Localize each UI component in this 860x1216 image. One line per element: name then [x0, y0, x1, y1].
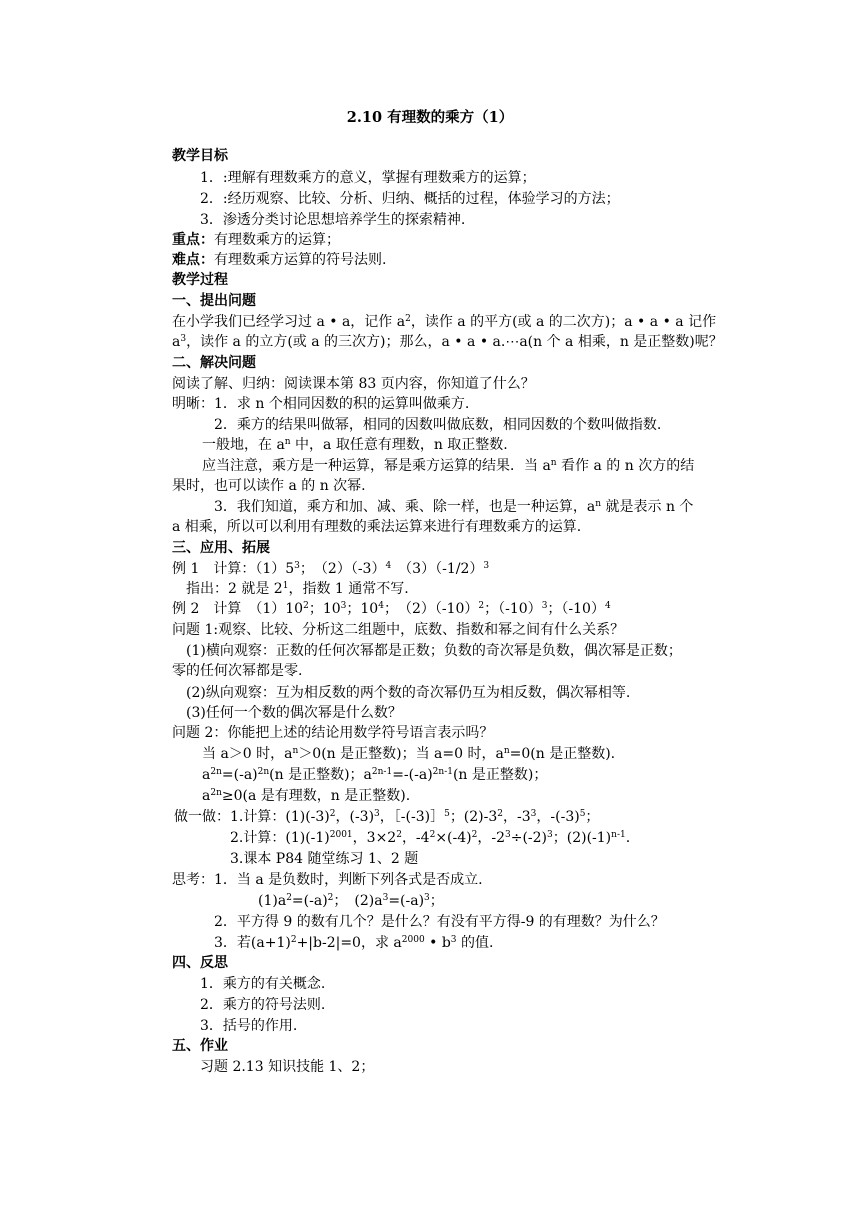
- text-line: 明晰：1．求 n 个相同因数的积的运算叫做乘方.: [172, 396, 470, 412]
- section-heading: 教学过程: [172, 272, 228, 288]
- text-line: 3.课本 P84 随堂练习 1、2 题: [230, 851, 419, 867]
- line-text: 有理数乘方运算的符号法则.: [214, 252, 387, 268]
- text-line: 1．乘方的有关概念.: [200, 976, 326, 992]
- text-line: 例 1 计算：$(1)5^3$； $(2)(-3)^4$ $(3)(-1/2)^3$: [172, 561, 490, 577]
- text-line: 2．:经历观察、比较、分析、归纳、概括的过程，体验学习的方法；: [200, 191, 620, 207]
- text-line: 3．渗透分类讨论思想培养学生的探索精神.: [200, 212, 466, 228]
- section-heading: 三、应用、拓展: [172, 540, 270, 556]
- text-line: 在小学我们已经学习过 a • a，记作 $a^2$，读作 a 的平方(或 a 的二次方)；a • a • a 记作: [172, 314, 717, 330]
- text-line: 习题 2.13 知识技能 1、2；: [200, 1059, 375, 1075]
- text-line: 1．:理解有理数乘方的意义，掌握有理数乘方的运算；: [200, 170, 536, 186]
- line-text: 有理数乘方的运算；: [214, 232, 340, 248]
- text-line: (3)任何一个数的偶次幂是什么数？: [186, 705, 402, 721]
- text-line: $a^{2n}\ge 0(a$ 是有理数，n 是正整数).: [202, 788, 411, 804]
- text-line: 做一做：1.计算：$(1)(-3)^2$，$(-3)^3$，［-(-3)］$^5$；$(2)-3^2$，$-3^3$，$-(-3)^5$；: [174, 809, 600, 825]
- text-line: 3．我们知道，乘方和加、减、乘、除一样，也是一种运算，$a^n$ 就是表示 n 个: [214, 499, 694, 515]
- text-line: 阅读了解、归纳：阅读课本第 83 页内容，你知道了什么？: [172, 376, 535, 392]
- line-label: 重点：: [172, 232, 214, 248]
- section-heading: 四、反思: [172, 955, 228, 971]
- text-line: 3．若$(a+1)^2+|b-2|=0$，求 $a^{2000}$ • $b^3$ 的值.: [214, 935, 494, 951]
- document-title: 2.10 有理数的乘方（1）: [346, 109, 514, 126]
- text-line: 2.计算：$(1)(-1)^{2001}$，$3\times 2^2$，$-4^2\times(-4)^2$，$-2^3\div(-2)^3$；$(2)(-1)^{n-1}$.: [230, 830, 631, 846]
- text-line: 一般地，在 $a^n$ 中，a 取任意有理数，n 取正整数.: [202, 437, 508, 453]
- text-line: 问题 2：你能把上述的结论用数学符号语言表示吗？: [172, 725, 494, 741]
- text-line: [172, 231, 340, 250]
- text-line: 思考：1．当 a 是负数时，判断下列各式是否成立.: [172, 872, 483, 888]
- text-line: 果时，也可以读作 a 的 n 次幂.: [172, 478, 366, 494]
- text-line: 2．乘方的结果叫做幂，相同的因数叫做底数，相同因数的个数叫做指数.: [214, 417, 662, 433]
- text-line: $a^{2n}=(-a)^{2n}(n$ 是正整数)；$a^{2n-1}=-(-a)^{2n-1}(n$ 是正整数)；: [202, 767, 548, 783]
- section-heading: 二、解决问题: [172, 355, 256, 371]
- text-line: 问题 1:观察、比较、分析这二组题中，底数、指数和幂之间有什么关系？: [172, 622, 625, 638]
- text-line: 应当注意，乘方是一种运算，幂是乘方运算的结果．当 $a^n$ 看作 a 的 n 次方的结: [202, 458, 695, 474]
- text-line: 例 2 计算 $(1)10^2$；$10^3$；$10^4$； $(2)(-10)^2$；$(-10)^3$；$(-10)^4$: [172, 601, 611, 617]
- text-line: 当 a＞0 时，$a^n>0(n$ 是正整数)；当 a=0 时，$a^n=0(n$ 是正整数).: [202, 746, 616, 762]
- section-heading: 一、提出问题: [172, 293, 256, 309]
- text-line: (2)纵向观察：互为相反数的两个数的奇次幂仍互为相反数，偶次幂相等.: [186, 685, 631, 701]
- text-line: 2．平方得 9 的数有几个？是什么？有没有平方得-9 的有理数？为什么？: [214, 914, 665, 930]
- text-line: 零的任何次幂都是零.: [172, 663, 303, 679]
- section-heading: 教学目标: [172, 148, 228, 164]
- text-line: a 相乘，所以可以利用有理数的乘法运算来进行有理数乘方的运算.: [172, 519, 582, 535]
- text-line: [172, 251, 386, 270]
- line-label: 难点：: [172, 252, 214, 268]
- text-line: 3．括号的作用.: [200, 1018, 298, 1034]
- text-line: $a^3$，读作 a 的立方(或 a 的三次方)；那么，a • a • a.⋯a(n 个 a 相乘，n 是正整数)呢？: [172, 334, 723, 350]
- text-line: $(1)a^2=(-a)^2$； $(2)a^3=(-a)^3$；: [258, 893, 444, 909]
- section-heading: 五、作业: [172, 1038, 228, 1054]
- text-line: 2．乘方的符号法则.: [200, 997, 326, 1013]
- text-line: (1)横向观察：正数的任何次幂都是正数；负数的奇次幂是负数，偶次幂是正数；: [186, 643, 682, 659]
- text-line: 指出：2 就是 $2^1$，指数 1 通常不写.: [186, 581, 409, 597]
